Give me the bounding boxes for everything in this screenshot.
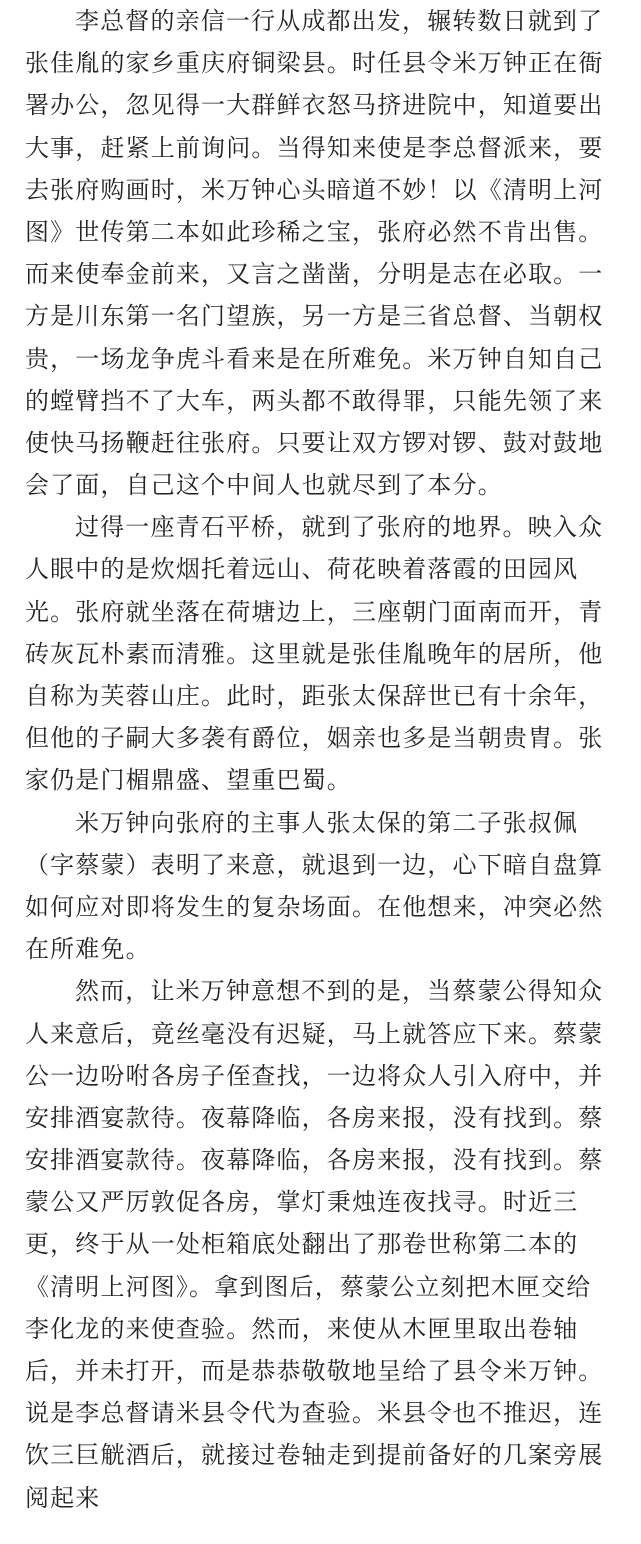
- text-line: 更，终于从一处柜箱底处翻出了那卷世称第二本的: [25, 1230, 579, 1259]
- text-line: 贵，一场龙争虎斗看来是在所难免。米万钟自知自己: [25, 344, 604, 373]
- text-line: 然而，让米万钟意想不到的是，当蔡蒙公得知众: [75, 977, 604, 1006]
- text-line: 会了面，自己这个中间人也就尽到了本分。: [25, 471, 503, 500]
- paragraph: [25, 0, 621, 506]
- text-line: 图》世传第二本如此珍稀之宝，张府必然不肯出售。: [25, 217, 604, 246]
- text-line: 米万钟向张府的主事人张太保的第二子张叔佩: [75, 808, 578, 837]
- text-line: 《清明上河图》。拿到图后，蔡蒙公立刻把木匣交给: [25, 1272, 592, 1301]
- paragraph: [25, 506, 621, 801]
- text-line: 而来使奉金前来，又言之凿凿，分明是志在必取。一: [25, 260, 604, 289]
- text-line: 自称为芙蓉山庄。此时，距张太保辞世已有十余年，: [25, 682, 604, 710]
- text-line: 如何应对即将发生的复杂场面。在他想来，冲突必然: [25, 892, 604, 921]
- text-line: 但他的子嗣大多袭有爵位，姻亲也多是当朝贵胄。张: [25, 724, 604, 753]
- text-line: 安排酒宴款待。夜幕降临，各房来报，没有找到。蔡: [25, 1103, 604, 1132]
- paragraph: [25, 802, 621, 971]
- text-line: 署办公，忽见得一大群鲜衣怒马挤进院中，知道要出: [25, 91, 604, 120]
- text-line: 饮三巨觥酒后，就接过卷轴走到提前备好的几案旁展: [25, 1441, 604, 1470]
- text-line: 家仍是门楣鼎盛、望重巴蜀。: [25, 766, 352, 795]
- text-line: 李化龙的来使查验。然而，来使从木匣里取出卷轴: [25, 1314, 579, 1343]
- text-line: 的螳臂挡不了大车，两头都不敢得罪，只能先领了来: [25, 386, 604, 415]
- text-line: 方是川东第一名门望族，另一方是三省总督、当朝权: [25, 302, 604, 331]
- text-line: 李总督的亲信一行从成都出发，辗转数日就到了: [75, 7, 604, 35]
- text-line: 蒙公又严厉敦促各房，掌灯秉烛连夜找寻。时近三: [25, 1188, 579, 1217]
- text-line: 后，并未打开，而是恭恭敬敬地呈给了县令米万钟。: [25, 1357, 604, 1385]
- text-line: 阅起来: [25, 1483, 101, 1512]
- text-line: 大事，赶紧上前询问。当得知来使是李总督派来，要: [25, 133, 604, 162]
- paragraph: [25, 970, 621, 1518]
- text-line: 人来意后，竟丝毫没有迟疑，马上就答应下来。蔡蒙: [25, 1019, 604, 1048]
- text-line: 去张府购画时，米万钟心头暗道不妙！以《清明上河: [25, 175, 604, 204]
- article-body: [25, 0, 621, 1519]
- text-line: 人眼中的是炊烟托着远山、荷花映着落霞的田园风: [25, 555, 579, 584]
- text-line: 在所难免。: [25, 935, 151, 964]
- text-line: 说是李总督请米县令代为查验。米县令也不推迟，连: [25, 1399, 604, 1428]
- text-line: 张佳胤的家乡重庆府铜梁县。时任县令米万钟正在衙: [25, 49, 604, 78]
- text-line: （字蔡蒙）表明了来意，就退到一边，心下暗自盘算: [25, 850, 604, 879]
- text-line: 过得一座青石平桥，就到了张府的地界。映入众: [75, 513, 604, 542]
- text-line: 安排酒宴款待。夜幕降临，各房来报，没有找到。蔡: [25, 1146, 604, 1175]
- text-line: 光。张府就坐落在荷塘边上，三座朝门面南而开，青: [25, 597, 604, 626]
- text-line: 砖灰瓦朴素而清雅。这里就是张佳胤晚年的居所，他: [25, 639, 604, 668]
- text-line: 使快马扬鞭赶往张府。只要让双方锣对锣、鼓对鼓地: [25, 428, 604, 457]
- text-line: 公一边吩咐各房子侄查找，一边将众人引入府中，并: [25, 1061, 604, 1090]
